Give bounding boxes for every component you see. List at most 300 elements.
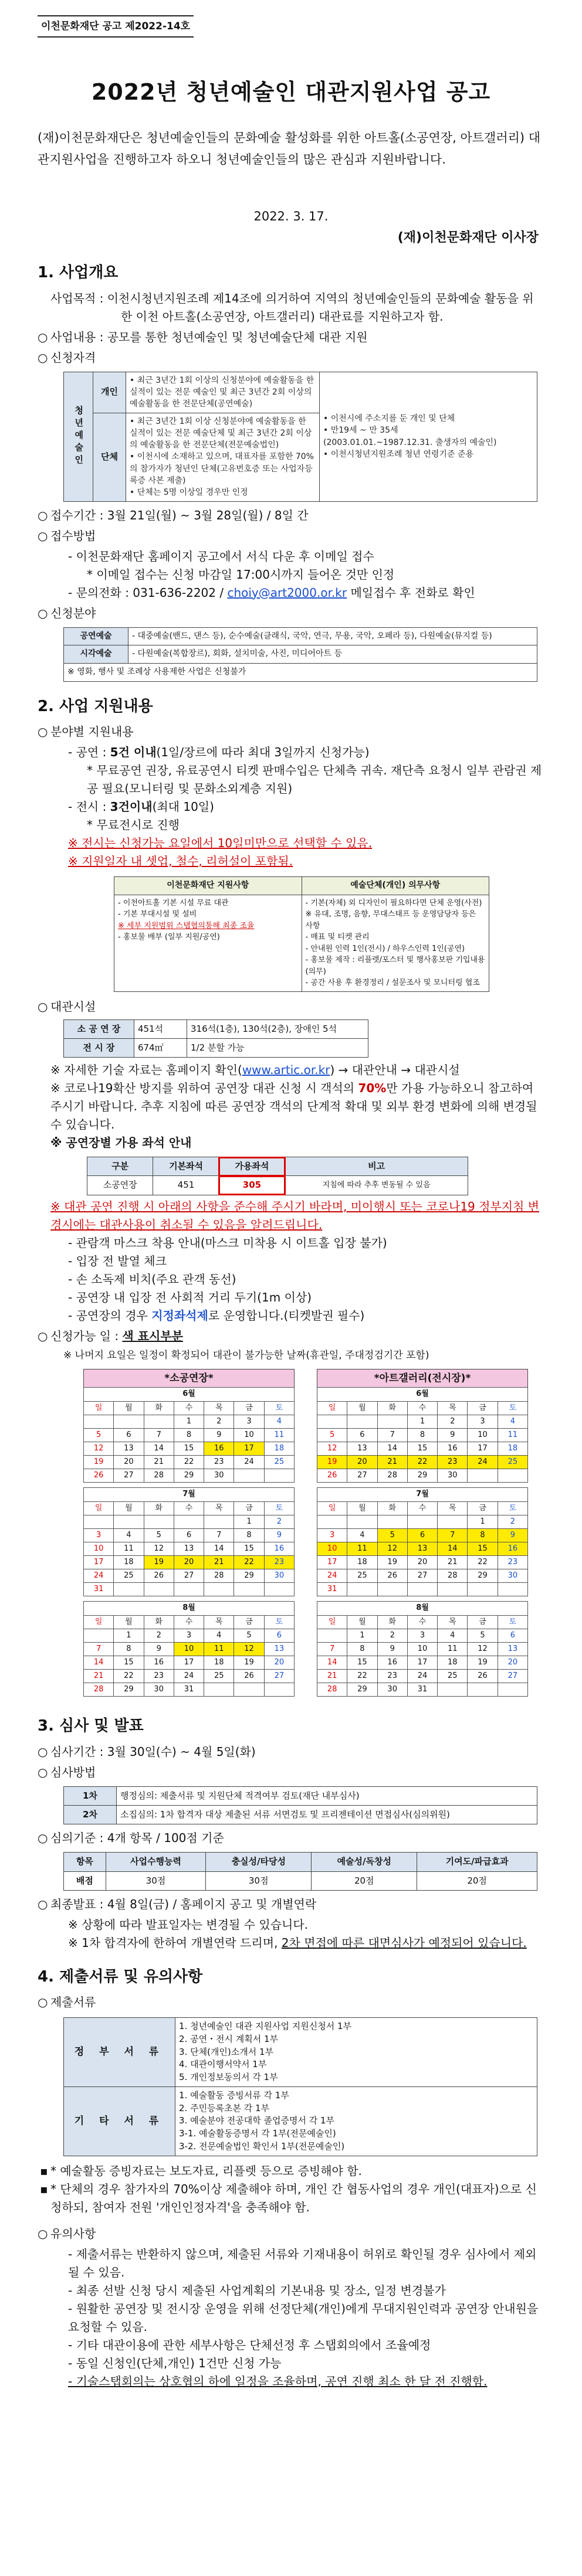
day-cell: 19: [377, 1556, 407, 1569]
content: ○ 사업내용 : 공모를 통한 청년예술인 및 청년예술단체 대관 지원: [38, 328, 544, 346]
month-table: [317, 1601, 528, 1697]
day-cell: 23: [498, 1556, 527, 1569]
notice-date: 2022. 3. 17.: [253, 209, 329, 223]
day-cell: 15: [174, 1442, 204, 1455]
day-cell: 29: [407, 1469, 437, 1483]
weekday-label: 목: [204, 1401, 234, 1415]
weekday-label: 일: [317, 1401, 347, 1415]
day-cell: 21: [204, 1556, 234, 1569]
day-cell: 24: [84, 1569, 114, 1583]
reception-period: ○ 접수기간 : 3월 21일(월) ~ 3월 28일(월) / 8일 간: [38, 507, 544, 525]
day-cell: 20: [114, 1456, 144, 1469]
criteria: ○ 심의기준 : 4개 항목 / 100점 기준: [38, 1829, 544, 1847]
day-cell: [438, 1515, 468, 1528]
day-cell: 12: [234, 1642, 264, 1656]
day-cell: [407, 1583, 437, 1596]
day-cell: 16: [144, 1656, 174, 1670]
day-cell: [347, 1583, 377, 1596]
day-cell: 29: [347, 1683, 377, 1697]
day-cell: 25: [347, 1569, 377, 1583]
doc-item: 1. 예술활동 증빙서류 각 1부: [179, 2089, 289, 2101]
day-cell: 23: [438, 1456, 468, 1469]
support-table: [114, 876, 489, 992]
day-cell: 15: [234, 1542, 264, 1555]
day-cell: [204, 1515, 234, 1528]
day-cell: 2: [204, 1415, 234, 1428]
day-cell: 15: [347, 1656, 377, 1670]
day-cell: 31: [174, 1683, 204, 1697]
hall-calendar-title: *소공연장*: [83, 1369, 295, 1387]
day-cell: 27: [264, 1670, 294, 1683]
support-header: 이천문화재단 지원사항: [114, 877, 302, 895]
day-cell: 13: [114, 1442, 144, 1455]
day-cell: [264, 1583, 294, 1596]
day-cell: 30: [498, 1569, 527, 1583]
doc-item: 3-2. 전문예술법인 확인서 1부(전문예술인): [179, 2140, 345, 2152]
day-cell: 5: [234, 1629, 264, 1642]
day-cell: 13: [264, 1642, 294, 1656]
day-cell: 10: [234, 1428, 264, 1442]
doc-item: 3. 예술분야 전공대학 졸업증명서 각 1부: [179, 2115, 335, 2126]
day-cell: 13: [174, 1542, 204, 1555]
month-table: [83, 1487, 295, 1596]
day-cell: 4: [264, 1415, 294, 1428]
covid-note: ※ 코로나19확산 방지를 위하여 공연장 대관 신청 시 객석의 70%만 가용 가능하오니 참고하여 주시기 바랍니다. 추후 지침에 따른 공연장 객석의 단계적 확대 및 외부 환경 변화에 의해 변경될 수 있습니다.: [50, 1081, 537, 1132]
caution-4: - 기타 대관이용에 관한 세부사항은 단체선정 후 스탭회의에서 조율예정: [68, 2337, 431, 2352]
day-cell: 25: [438, 1670, 468, 1683]
day-cell: 14: [317, 1656, 347, 1670]
day-cell: 15: [468, 1542, 498, 1555]
field-visual: 시각예술: [64, 645, 128, 664]
section-3-heading: 3. 심사 및 발표: [38, 1717, 144, 1735]
day-cell: 10: [407, 1642, 437, 1656]
hall-calendar: [83, 1369, 295, 1701]
day-cell: 2: [377, 1629, 407, 1642]
weekday-label: 금: [468, 1501, 498, 1515]
day-cell: 20: [264, 1656, 294, 1670]
rule-1: - 관람객 마스크 착용 안내(마스크 미착용 시 이트홀 입장 불가): [68, 1235, 387, 1250]
weekday-label: 수: [174, 1501, 204, 1515]
day-cell: 5: [144, 1528, 174, 1542]
weekday-label: 목: [438, 1615, 468, 1629]
month-table: [317, 1387, 528, 1483]
day-cell: 15: [114, 1656, 144, 1670]
day-cell: 20: [407, 1556, 437, 1569]
day-cell: 23: [144, 1670, 174, 1683]
field-table: [63, 627, 537, 682]
available-note: ※ 나머지 요일은 일정이 확정되어 대관이 불가능한 날짜(휴관일, 주대정검기간 포함): [63, 1349, 429, 1361]
day-cell: 21: [317, 1670, 347, 1683]
day-cell: 18: [114, 1556, 144, 1569]
weekday-label: 토: [498, 1401, 527, 1415]
day-cell: 3: [407, 1629, 437, 1642]
day-cell: 7: [204, 1528, 234, 1542]
issuer: (재)이천문화재단 이사장: [397, 230, 539, 246]
day-cell: [114, 1415, 144, 1428]
day-cell: 28: [317, 1683, 347, 1697]
day-cell: 5: [377, 1528, 407, 1542]
weekday-label: 토: [264, 1501, 294, 1515]
day-cell: [204, 1583, 234, 1596]
day-cell: 30: [438, 1469, 468, 1483]
day-cell: 18: [347, 1556, 377, 1569]
day-cell: [468, 1683, 498, 1697]
day-cell: 9: [264, 1528, 294, 1542]
day-cell: [438, 1683, 468, 1697]
day-cell: 31: [84, 1583, 114, 1596]
doc-item: 3-1. 예술활동증명서 각 1부(전문예술인): [179, 2128, 336, 2139]
weekday-label: 월: [114, 1401, 144, 1415]
weekday-label: 수: [407, 1401, 437, 1415]
day-cell: 4: [204, 1629, 234, 1642]
day-cell: 27: [114, 1469, 144, 1483]
weekday-label: 금: [234, 1501, 264, 1515]
rule-5: - 공연장의 경우 지정좌석제로 운영합니다.(티켓발권 필수): [68, 1308, 365, 1323]
day-cell: 28: [377, 1469, 407, 1483]
section-1-heading: 1. 사업개요: [38, 264, 119, 282]
day-cell: 3: [234, 1415, 264, 1428]
indiv-text: • 최근 3년간 1회 이상의 신청분야에 예술활동을 한 실적이 있는 전문 예술인 및 최근 3년간 2회 이상의 예술활동을 한 전문단체(공연예술): [126, 372, 320, 413]
day-cell: 14: [438, 1542, 468, 1555]
day-cell: 6: [407, 1528, 437, 1542]
weekday-label: 토: [264, 1615, 294, 1629]
day-cell: 18: [264, 1442, 294, 1455]
day-cell: [144, 1415, 174, 1428]
facility-table: [63, 1019, 368, 1058]
day-cell: 24: [317, 1569, 347, 1583]
day-cell: [84, 1515, 114, 1528]
announce: ○ 최종발표 : 4월 8일(금) / 홈페이지 공고 및 개별연락: [38, 1895, 544, 1914]
announce-note-2: ※ 1차 합격자에 한하여 개별연락 드리며, 2차 면접에 따른 대면심사가 예정되어 있습니다.: [68, 1935, 527, 1950]
day-cell: 26: [377, 1569, 407, 1583]
weekday-label: 금: [234, 1401, 264, 1415]
doc-item: 4. 대관이행서약서 1부: [179, 2059, 267, 2070]
day-cell: 1: [174, 1415, 204, 1428]
day-cell: 8: [114, 1642, 144, 1656]
day-cell: 20: [174, 1556, 204, 1569]
doc-item: 2. 공연・전시 계획서 1부: [179, 2033, 279, 2044]
day-cell: 31: [317, 1583, 347, 1596]
day-cell: 27: [174, 1569, 204, 1583]
day-cell: 30: [204, 1469, 234, 1483]
day-cell: [468, 1583, 498, 1596]
day-cell: [114, 1515, 144, 1528]
day-cell: 26: [234, 1670, 264, 1683]
day-cell: 7: [438, 1528, 468, 1542]
month-table: [83, 1387, 295, 1483]
weekday-label: 화: [377, 1401, 407, 1415]
email-link[interactable]: choiy@art2000.or.kr: [227, 585, 347, 600]
day-cell: 11: [204, 1642, 234, 1656]
group-text: • 최근 3년간 1회 이상 신청분야에 예술활동을 한 실적이 있는 전문 예술단체 및 최근 3년간 2회 이상의 예술활동을 한 전문단체(전문예술법인) • 이천시에 소재하고 있으며, 대표자를 포함한 70%의 참가자가 청년인 단체(고유번호증 또는 사업자등록증 사본 제출) • 단체는 5명 이상일 경우만 인정: [126, 413, 320, 501]
available-days: ○ 신청가능 일 : 색 표시부분: [38, 1327, 544, 1345]
day-cell: 6: [174, 1528, 204, 1542]
day-cell: 29: [234, 1569, 264, 1583]
day-cell: [264, 1469, 294, 1483]
indiv-label: 개인: [93, 372, 126, 413]
duty-list: - 기본(자체) 외 디자인이 필요하다면 단체 운영(사전) ※ 유대, 조명, 음향, 무대스태프 등 운영담당자 등은 사항 - 매표 및 티켓 관리 - 안내원 인력 1인(전시) / 하우스인력 1인(공연) - 홍보물 제작 : 리플렛/포스터 및 행사홍보판 기입내용(의무) - 공간 사용 후 환경정리 / 설문조사 및 모니터링 협조: [302, 895, 489, 991]
month-label: 6월: [84, 1388, 295, 1401]
caution-3: - 원활한 공연장 및 전시장 운영을 위해 선정단체(개인)에게 무대지원인력과 공연장 안내원을 요청할 수 있음.: [68, 2301, 539, 2334]
day-cell: 28: [204, 1569, 234, 1583]
method-1: - 이천문화재단 홈페이지 공고에서 서식 다운 후 이메일 접수: [68, 549, 374, 563]
day-cell: [498, 1583, 527, 1596]
setup-warning: ※ 지원일자 내 셋업, 철수, 리허설이 포함됨.: [68, 854, 293, 868]
day-cell: 23: [264, 1556, 294, 1569]
day-cell: 28: [438, 1569, 468, 1583]
day-cell: [264, 1683, 294, 1697]
day-cell: 19: [144, 1556, 174, 1569]
month-label: 7월: [317, 1488, 528, 1501]
day-cell: 12: [377, 1542, 407, 1555]
day-cell: 14: [204, 1542, 234, 1555]
homepage-note: ※ 자세한 기술 자료는 홈페이지 확인(www.artic.or.kr) → 대관안내 → 대관시설: [50, 1063, 460, 1078]
day-cell: 22: [347, 1670, 377, 1683]
method-2: * 이메일 접수는 신청 마감일 17:00시까지 들어온 것만 인정: [87, 567, 395, 582]
weekday-label: 금: [234, 1615, 264, 1629]
weekday-label: 일: [84, 1501, 114, 1515]
gallery-calendar: [317, 1369, 528, 1701]
day-cell: 11: [438, 1642, 468, 1656]
day-cell: 6: [347, 1428, 377, 1442]
day-cell: 25: [204, 1670, 234, 1683]
weekday-label: 월: [347, 1501, 377, 1515]
weekday-label: 월: [114, 1615, 144, 1629]
weekday-label: 화: [144, 1501, 174, 1515]
criteria-table: 항목 사업수행능력 충실성/타당성 예술성/독창성 기여도/파급효과 배점 30점 30점 20점 20점: [63, 1852, 537, 1891]
day-cell: 4: [438, 1629, 468, 1642]
rule-2: - 입장 전 발열 체크: [68, 1253, 167, 1268]
review-period: ○ 심사기간 : 3월 30일(수) ~ 4월 5일(화): [38, 1743, 544, 1761]
eligibility-label: ○ 신청자격: [38, 349, 544, 367]
day-cell: 11: [114, 1542, 144, 1555]
day-cell: 12: [144, 1542, 174, 1555]
day-cell: 30: [377, 1683, 407, 1697]
caution-2: - 최종 선발 신청 당시 제출된 사업계획의 기본내용 및 장소, 일정 변경불가: [68, 2283, 446, 2298]
day-cell: 11: [498, 1428, 527, 1442]
perf-count: - 공연 : 5건 이내(1일/장르에 따라 최대 3일까지 신청가능): [68, 745, 370, 759]
day-cell: 11: [347, 1542, 377, 1555]
day-cell: 17: [234, 1442, 264, 1455]
day-cell: [468, 1469, 498, 1483]
day-cell: 24: [174, 1670, 204, 1683]
day-cell: 3: [317, 1528, 347, 1542]
hall-detail: 316석(1층), 130석(2층), 장애인 5석: [187, 1019, 368, 1038]
duty-header: 예술단체(개인) 의무사항: [302, 877, 489, 895]
day-cell: 8: [234, 1528, 264, 1542]
exhibit-note: * 무료전시로 진행: [87, 818, 180, 832]
eligibility-common: • 이천시에 주소지를 둔 개인 및 단체 • 만19세 ~ 만 35세 (2003.01.01.~1987.12.31. 출생자의 예술인) • 이천시청년지원조례 청년 연령기준 준용: [320, 372, 537, 501]
weekday-label: 목: [438, 1401, 468, 1415]
exhibit-count: - 전시 : 3건이내(최대 10일): [68, 800, 214, 814]
day-cell: 13: [347, 1442, 377, 1455]
day-cell: 1: [407, 1415, 437, 1428]
perf-note: * 무료공연 권장, 유료공연시 티켓 판매수입은 단체측 귀속. 재단측 요청시 일부 관람권 제공 필요(모니터링 및 문화소외계층 지원): [87, 763, 542, 796]
weekday-label: 수: [174, 1401, 204, 1415]
day-cell: 8: [174, 1428, 204, 1442]
day-cell: 1: [234, 1515, 264, 1528]
covid-warning: ※ 대관 공연 진행 시 아래의 사항을 준수해 주시기 바라며, 미이행시 또는 코로나19 정부지침 변경시에는 대관사용이 취소될 수 있음을 알려드립니다.: [50, 1199, 540, 1232]
day-cell: 28: [144, 1469, 174, 1483]
day-cell: 14: [377, 1442, 407, 1455]
weekday-label: 토: [498, 1501, 527, 1515]
weekday-label: 화: [377, 1501, 407, 1515]
day-cell: 23: [204, 1456, 234, 1469]
seat-table: 구분 기본좌석 가용좌석 비고 소공연장 451 305 지침에 따라 추후 변동될 수 있음: [87, 1157, 468, 1195]
day-cell: 26: [84, 1469, 114, 1483]
day-cell: 30: [144, 1683, 174, 1697]
homepage-link[interactable]: www.artic.or.kr: [242, 1063, 330, 1078]
day-cell: 4: [347, 1528, 377, 1542]
day-cell: 22: [407, 1456, 437, 1469]
day-cell: [234, 1683, 264, 1697]
day-cell: 8: [407, 1428, 437, 1442]
day-cell: [377, 1415, 407, 1428]
announce-note-1: ※ 상황에 따라 발표일자는 변경될 수 있습니다.: [68, 1917, 309, 1932]
day-cell: [84, 1629, 114, 1642]
day-cell: 24: [407, 1670, 437, 1683]
day-cell: 6: [264, 1629, 294, 1642]
page-title: 2022년 청년예술인 대관지원사업 공고: [91, 79, 491, 106]
day-cell: [234, 1469, 264, 1483]
day-cell: 22: [234, 1556, 264, 1569]
weekday-label: 화: [144, 1615, 174, 1629]
day-cell: [377, 1583, 407, 1596]
day-cell: 17: [317, 1556, 347, 1569]
day-cell: 26: [468, 1670, 498, 1683]
day-cell: 12: [468, 1642, 498, 1656]
doc-item: 1. 청년예술인 대관 지원사업 지원신청서 1부: [179, 2021, 352, 2032]
day-cell: 17: [174, 1656, 204, 1670]
day-cell: 18: [204, 1656, 234, 1670]
day-cell: 22: [114, 1670, 144, 1683]
day-cell: [317, 1415, 347, 1428]
gallery-name: 전 시 장: [64, 1038, 134, 1057]
day-cell: 21: [84, 1670, 114, 1683]
day-cell: 22: [468, 1556, 498, 1569]
weekday-label: 수: [407, 1501, 437, 1515]
day-cell: 12: [317, 1442, 347, 1455]
day-cell: 28: [84, 1683, 114, 1697]
doc-item: 3. 단체(개인)소개서 1부: [179, 2046, 274, 2057]
docs-note-2: ▪ * 단체의 경우 참가자의 70%이상 제출해야 하며, 개인 간 협동사업의 경우 개인(대표자)으로 신청하되, 참여자 전원 '개인인정자격'을 충족해야 함.: [38, 2180, 544, 2217]
day-cell: 19: [468, 1656, 498, 1670]
day-cell: 18: [438, 1656, 468, 1670]
day-cell: 16: [498, 1542, 527, 1555]
group-label: 단체: [93, 413, 126, 501]
day-cell: 9: [498, 1528, 527, 1542]
caution-5: - 동일 신청인(단체,개인) 1건만 신청 가능: [68, 2356, 282, 2370]
review-table: 1차 행정심의: 제출서류 및 지원단체 적격여부 검토(재단 내부심사) 2차 소집심의: 1차 합격자 대상 제출된 서류 서면검토 및 프리젠테이션 면접심사(심의위원): [63, 1786, 537, 1825]
day-cell: 10: [174, 1642, 204, 1656]
weekday-label: 일: [317, 1615, 347, 1629]
day-cell: 21: [438, 1556, 468, 1569]
day-cell: 20: [498, 1656, 527, 1670]
weekday-label: 일: [84, 1615, 114, 1629]
day-cell: 17: [407, 1656, 437, 1670]
day-cell: [438, 1583, 468, 1596]
day-cell: 19: [317, 1456, 347, 1469]
day-cell: 13: [498, 1642, 527, 1656]
rule-4: - 공연장 내 입장 전 사회적 거리 두기(1m 이상): [68, 1290, 312, 1304]
day-cell: 6: [498, 1629, 527, 1642]
section-4-heading: 4. 제출서류 및 유의사항: [38, 1967, 203, 1986]
field-performing-text: - 대중예술(밴드, 댄스 등), 순수예술(클래식, 국악, 연극, 무용, 국악, 오페라 등), 다원예술(뮤지컬 등): [128, 627, 537, 645]
purpose: ○ 사업목적 : 이천시청년지원조례 제14조에 의거하여 지역의 청년예술인들의 문화예술 활동을 위한 이천 아트홀(소공연장, 아트갤러리) 대관료를 지원하고자 함.: [38, 290, 544, 326]
day-cell: 11: [264, 1428, 294, 1442]
day-cell: 10: [84, 1542, 114, 1555]
day-cell: [84, 1415, 114, 1428]
gallery-calendar-title: *아트갤러리(전시장)*: [317, 1369, 528, 1387]
day-cell: 29: [174, 1469, 204, 1483]
day-cell: 22: [174, 1456, 204, 1469]
day-cell: 21: [144, 1456, 174, 1469]
month-table: [317, 1487, 528, 1596]
day-cell: 2: [438, 1415, 468, 1428]
weekday-label: 화: [377, 1615, 407, 1629]
weekday-label: 일: [84, 1401, 114, 1415]
day-cell: 21: [377, 1456, 407, 1469]
day-cell: 1: [468, 1515, 498, 1528]
day-cell: 29: [114, 1683, 144, 1697]
day-cell: [204, 1683, 234, 1697]
day-cell: 2: [264, 1515, 294, 1528]
doc-item: 5. 개인정보동의서 각 1부: [179, 2072, 278, 2083]
day-cell: 25: [498, 1456, 527, 1469]
facility-label: ○ 대관시설: [38, 998, 544, 1016]
eligibility-side: 청년예술인: [64, 372, 93, 501]
support-detail: ○ 분야별 지원내용: [38, 723, 544, 741]
reception-method: ○ 접수방법: [38, 527, 544, 545]
day-cell: 5: [84, 1428, 114, 1442]
review-method: ○ 심사방법: [38, 1763, 544, 1782]
day-cell: 17: [84, 1556, 114, 1569]
day-cell: 9: [377, 1642, 407, 1656]
caution-label: ○ 유의사항: [38, 2225, 544, 2243]
day-cell: 14: [84, 1656, 114, 1670]
weekday-label: 토: [498, 1615, 527, 1629]
weekday-label: 화: [144, 1401, 174, 1415]
day-cell: 1: [114, 1629, 144, 1642]
day-cell: 5: [468, 1629, 498, 1642]
intro-text: (재)이천문화재단은 청년예술인들의 문화예술 활성화를 위한 아트홀(소공연장, 아트갤러리) 대관지원사업을 진행하고자 하오니 청년예술인들의 많은 관심과 지원바랍니다.: [38, 131, 541, 166]
day-cell: 7: [84, 1642, 114, 1656]
weekday-label: 월: [114, 1501, 144, 1515]
day-cell: 19: [84, 1456, 114, 1469]
eligibility-table: [63, 372, 537, 502]
day-cell: 17: [468, 1442, 498, 1455]
day-cell: 29: [468, 1569, 498, 1583]
day-cell: 19: [234, 1656, 264, 1670]
day-cell: [498, 1683, 527, 1697]
day-cell: 26: [144, 1569, 174, 1583]
section-2-heading: 2. 사업 지원내용: [38, 697, 153, 715]
day-cell: 14: [144, 1442, 174, 1455]
day-cell: [174, 1583, 204, 1596]
day-cell: [234, 1583, 264, 1596]
rule-3: - 손 소독제 비치(주요 관객 동선): [68, 1272, 236, 1286]
field-note: ※ 영화, 행사 및 조례상 사용제한 사업은 신청불가: [64, 664, 537, 682]
day-cell: 26: [317, 1469, 347, 1483]
day-cell: 27: [347, 1469, 377, 1483]
weekday-label: 목: [438, 1501, 468, 1515]
day-cell: 4: [114, 1528, 144, 1542]
day-cell: [377, 1515, 407, 1528]
hall-seats: 451석: [134, 1019, 187, 1038]
day-cell: 10: [317, 1542, 347, 1555]
day-cell: 3: [468, 1415, 498, 1428]
day-cell: 23: [377, 1670, 407, 1683]
